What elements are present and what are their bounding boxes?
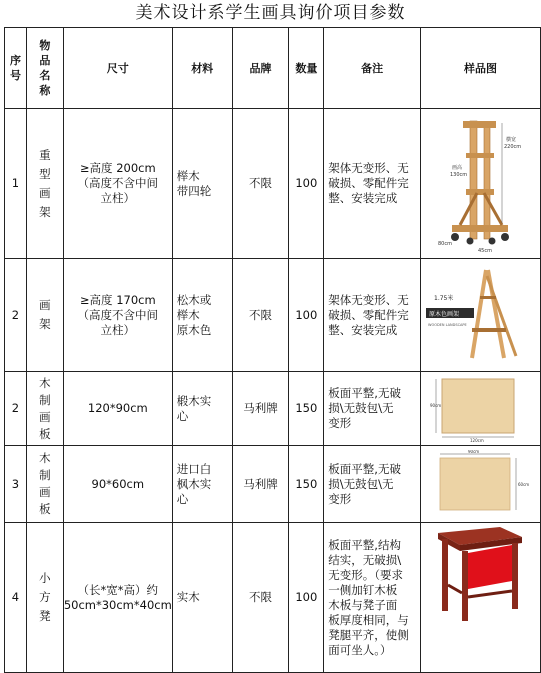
image-label: 画高 [452, 164, 463, 171]
row-image [420, 109, 540, 259]
row-image [420, 523, 540, 673]
row-size: ≥高度 200cm （高度不含中间 立柱） [63, 109, 172, 259]
row-name: 小 方 凳 [26, 523, 63, 673]
image-label: WOODEN LANDSCAPE [428, 323, 468, 327]
image-label: 原木色画架 [429, 311, 460, 318]
row-note: 板面平整,无破 损\无鼓包\无 变形 [324, 446, 421, 523]
row-brand: 不限 [232, 259, 289, 372]
row-image [420, 259, 540, 372]
row-image [420, 446, 540, 523]
row-qty: 100 [289, 523, 324, 673]
image-label: 横宽 [506, 136, 517, 143]
row-brand: 马利牌 [232, 446, 289, 523]
header-size: 尺寸 [63, 28, 172, 109]
row-material: 榉木 带四轮 [172, 109, 232, 259]
header-note: 备注 [324, 28, 421, 109]
row-brand: 马利牌 [232, 372, 289, 446]
document-title: 美术设计系学生画具询价项目参数 [135, 3, 406, 23]
row-no: 2 [5, 372, 27, 446]
row-size: ≥高度 170cm （高度不含中间 立柱） [63, 259, 172, 372]
table-row [5, 523, 541, 673]
header-name: 物 品 名 称 [26, 28, 63, 109]
header-brand: 品牌 [232, 28, 289, 109]
header-image: 样品图 [420, 28, 540, 109]
row-material: 松木或 榉木 原木色 [172, 259, 232, 372]
header-qty: 数量 [289, 28, 324, 109]
image-label: 120cm [470, 437, 485, 443]
row-size: 90*60cm [63, 446, 172, 523]
image-label: 220cm [504, 143, 522, 150]
row-brand: 不限 [232, 109, 289, 259]
row-size: （长*宽*高）约 50cm*30cm*40cm [63, 523, 172, 673]
row-qty: 150 [289, 372, 324, 446]
image-label: 90cm [430, 402, 442, 408]
header-material: 材料 [172, 28, 232, 109]
header-no: 序 号 [5, 28, 27, 109]
row-size: 120*90cm [63, 372, 172, 446]
drawing-board-image [430, 375, 530, 443]
row-brand: 不限 [232, 523, 289, 673]
image-label: 45cm [478, 247, 493, 254]
row-qty: 150 [289, 446, 324, 523]
table-row [5, 259, 541, 372]
image-label: 90cm [468, 450, 480, 454]
row-name: 重 型 画 架 [26, 109, 63, 259]
drawing-board-small-image [430, 450, 530, 518]
row-no: 2 [5, 259, 27, 372]
row-note: 架体无变形、无 破损、零配件完 整、安装完成 [324, 109, 421, 259]
row-no: 4 [5, 523, 27, 673]
row-note: 架体无变形、无 破损、零配件完 整、安装完成 [324, 259, 421, 372]
row-note: 板面平整,无破 损\无鼓包\无 变形 [324, 372, 421, 446]
easel-image [424, 266, 536, 364]
row-name: 画 架 [26, 259, 63, 372]
image-label: 80cm [438, 240, 453, 247]
row-no: 1 [5, 109, 27, 259]
row-material: 进口白 枫木实 心 [172, 446, 232, 523]
image-label: 60cm [518, 482, 530, 487]
row-image [420, 372, 540, 446]
header-row [5, 28, 541, 109]
row-material: 实木 [172, 523, 232, 673]
row-note: 板面平整,结构 结实，无破损\ 无变形。（要求 一侧加钉木板 木板与凳子面 板厚度相同，与 凳腿平齐，使侧 面可坐人。） [324, 523, 421, 673]
row-no: 3 [5, 446, 27, 523]
table-row [5, 109, 541, 259]
spec-table [4, 27, 541, 673]
table-row [5, 372, 541, 446]
row-material: 椴木实 心 [172, 372, 232, 446]
image-label: 1.75米 [434, 295, 454, 302]
row-qty: 100 [289, 109, 324, 259]
row-name: 木 制 画 板 [26, 446, 63, 523]
table-row [5, 446, 541, 523]
row-name: 木 制 画 板 [26, 372, 63, 446]
image-label: 130cm [450, 171, 468, 178]
row-qty: 100 [289, 259, 324, 372]
heavy-easel-image [430, 113, 530, 255]
stool-image [430, 523, 530, 623]
